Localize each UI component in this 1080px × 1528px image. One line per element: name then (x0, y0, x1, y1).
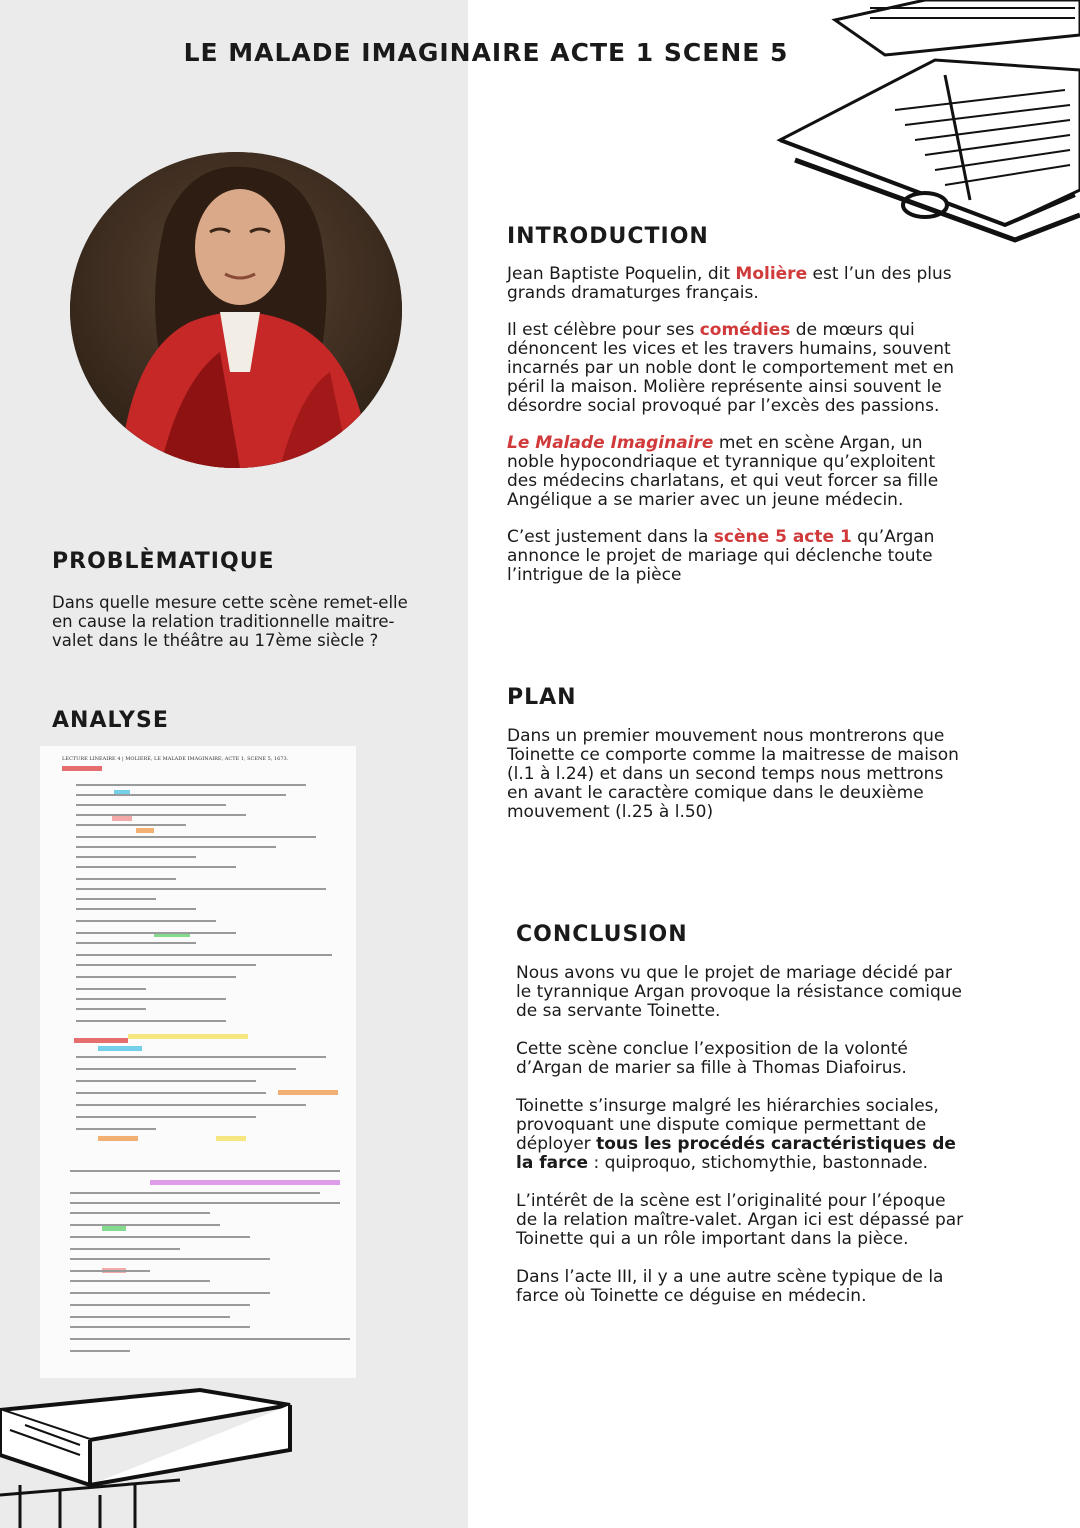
intro-p2-end: de mœurs qui dénoncent les vices et les travers humains, souvent incarnés par un noble dont le comportement met en péril la maison. Molière représente ainsi souvent le désordre social provoqué par l’excès des passions. (507, 320, 954, 416)
intro-p4-end: qu’Argan annonce le projet de mariage qui déclenche toute l’intrigue de la pièce (507, 527, 935, 585)
conclusion-heading: CONCLUSION (516, 922, 688, 947)
conclusion-paragraph-3 (516, 1097, 971, 1173)
intro-p1-start: Jean Baptiste Poquelin, dit (507, 264, 736, 284)
scan-title: LECTURE LINEAIRE 4 | MOLIERE, LE MALADE IMAGINAIRE, ACTE 1, SCENE 5, 1673. (62, 756, 289, 762)
conclusion-paragraph-1: Nous avons vu que le projet de mariage décidé par le tyrannique Argan provoque la résistance comique de sa servante Toinette. (516, 963, 963, 1021)
problematique-heading: PROBLÈMATIQUE (52, 549, 275, 574)
intro-p3-highlight: Le Malade Imaginaire (507, 433, 714, 453)
conclusion-p3-bold: tous les procédés caractéristiques de la farce (516, 1134, 956, 1173)
plan-text (507, 727, 969, 822)
conclusion-text (516, 964, 971, 1306)
portrait-moliere-image (70, 152, 402, 468)
intro-p3-end: met en scène Argan, un noble hypocondriaque et tyrannique qu’exploitent des médecins charlatans, et qui veut forcer sa fille Angélique a se marier avec un jeune médecin. (507, 433, 939, 510)
intro-p4-highlight: scène 5 acte 1 (713, 527, 852, 547)
page-title: LE MALADE IMAGINAIRE ACTE 1 SCENE 5 (183, 38, 789, 67)
intro-paragraph-1 (507, 265, 969, 303)
intro-p1-highlight: Molière (735, 264, 808, 284)
conclusion-paragraph-5: Dans l’acte III, il y a une autre scène typique de la farce où Toinette ce déguise en médecin. (516, 1267, 944, 1306)
conclusion-paragraph-4: L’intérêt de la scène est l’originalité pour l’époque de la relation maître-valet. Argan ici est dépassé par Toinette qui a un rôle important dans la pièce. (516, 1191, 964, 1249)
problematique-paragraph: Dans quelle mesure cette scène remet-elle en cause la relation traditionnelle maitre-valet dans le théâtre au 17ème siècle ? (52, 593, 408, 650)
intro-p2-start: Il est célèbre pour ses (507, 320, 700, 340)
conclusion-p3-end: : quiproquo, stichomythie, bastonnade. (588, 1153, 929, 1173)
intro-paragraph-2 (507, 321, 969, 416)
analyse-heading: ANALYSE (52, 708, 169, 733)
introduction-heading: INTRODUCTION (507, 224, 709, 249)
conclusion-paragraph-2: Cette scène conclue l’exposition de la volonté d’Argan de marier sa fille à Thomas Diafoirus. (516, 1039, 908, 1078)
annotated-text-scan (40, 746, 356, 1378)
intro-paragraph-3 (507, 434, 969, 510)
plan-heading: PLAN (507, 685, 577, 710)
introduction-text (507, 265, 969, 585)
plan-paragraph: Dans un premier mouvement nous montrerons que Toinette ce comporte comme la maitresse de maison (l.1 à l.24) et dans un second temps nous mettrons en avant le caractère comique dans le deuxième mouvement (l.25 à l.50) (507, 726, 959, 822)
intro-p4-start: C’est justement dans la (507, 527, 714, 547)
problematique-text (52, 593, 420, 650)
intro-paragraph-4 (507, 528, 969, 585)
intro-p1-end: est l’un des plus grands dramaturges français. (507, 264, 952, 303)
intro-p2-highlight: comédies (699, 320, 791, 340)
closed-book-icon (0, 1385, 300, 1528)
conclusion-p3-start: Toinette s’insurge malgré les hiérarchies sociales, provoquant une dispute comique permettant de déployer (516, 1096, 939, 1154)
